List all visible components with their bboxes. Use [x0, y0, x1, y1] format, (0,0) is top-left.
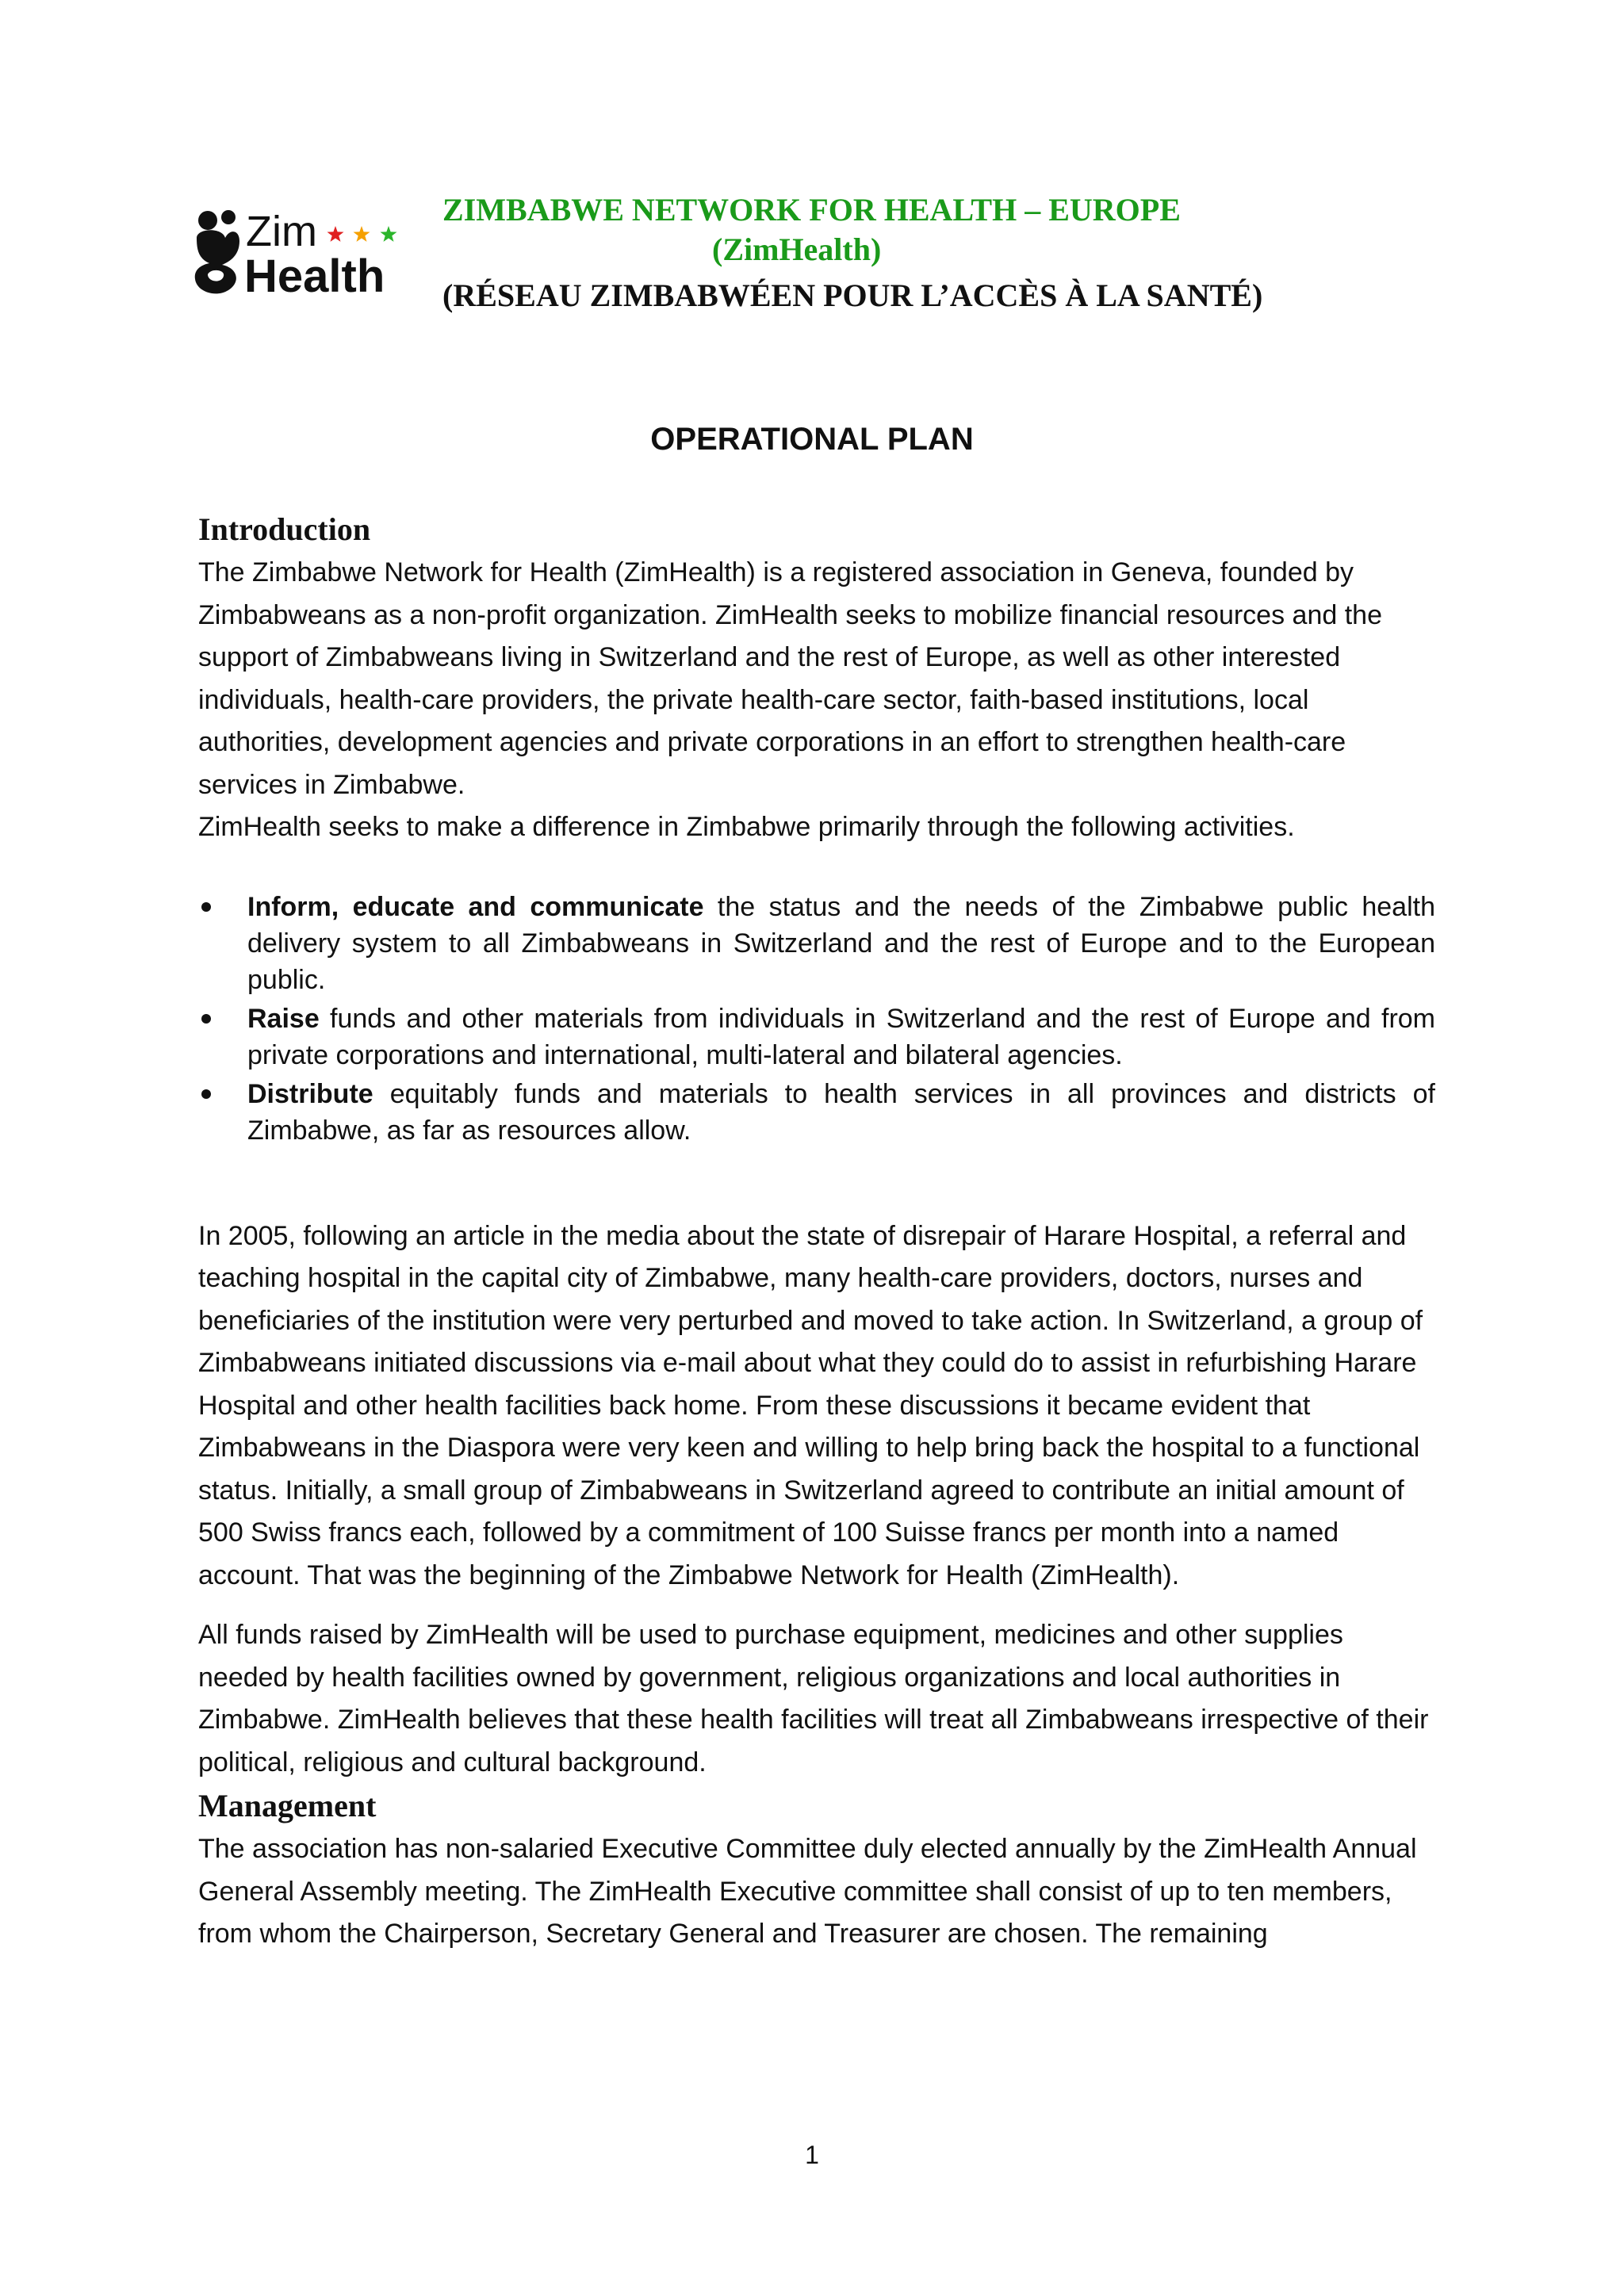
intro-activities-lead: ZimHealth seeks to make a difference in Zimbabwe primarily through the following activities.	[198, 812, 1295, 842]
letterhead	[190, 190, 1380, 341]
list-item-keyword: Inform, educate and communicate	[247, 891, 704, 922]
section-heading-management: Management	[198, 1788, 377, 1823]
bullet-icon	[201, 902, 211, 912]
bullet-icon	[201, 1089, 211, 1099]
intro-paragraph: The Zimbabwe Network for Health (ZimHealth) is a registered association in Geneva, founded by Zimbabweans as a non-profit organization. ZimHealth seeks to mobilize financial resources and the support of Zimbabweans living in Switzerland and the rest of Europe, as well as other interested individuals, health-care providers, the private health-care sector, faith-based institutions, local authorities, development agencies and private corporations in an effort to strengthen health-care services in Zimbabwe.	[198, 557, 1382, 800]
list-item	[198, 1001, 1435, 1073]
logo-zim-text: Zim	[246, 208, 317, 255]
section-heading-introduction: Introduction	[198, 511, 371, 547]
logo-star-icon	[381, 226, 397, 242]
logo-star-icon	[327, 226, 344, 242]
logo-health-text: Health	[244, 251, 385, 301]
list-item	[198, 889, 1435, 998]
list-item	[198, 1076, 1435, 1149]
page-number: 1	[805, 2141, 819, 2169]
list-item-text: equitably funds and materials to health services in all provinces and districts of Zimbabwe, as far as resources allow.	[247, 1078, 1435, 1146]
org-name-line: ZIMBABWE NETWORK FOR HEALTH – EUROPE	[442, 192, 1181, 228]
funds-paragraph: All funds raised by ZimHealth will be used to purchase equipment, medicines and other supplies needed by health facilities owned by government, religious organizations and local authorities in Zimbabwe. ZimHealth believes that these health facilities will treat all Zimbabweans irrespective of their political, religious and cultural background.	[198, 1620, 1429, 1777]
management-paragraph: The association has non-salaried Executive Committee duly elected annually by the ZimHealth Annual General Assembly meeting. The ZimHealth Executive committee shall consist of up to ten members, from whom the Chairperson, Secretary General and Treasurer are chosen. The remaining	[198, 1834, 1417, 1949]
list-item-text: the status and the needs of the Zimbabwe public health delivery system to all Zimbabweans in Switzerland and the rest of Europe and to the European public.	[247, 891, 1435, 995]
history-paragraph: In 2005, following an article in the media about the state of disrepair of Harare Hospital, a referral and teaching hospital in the capital city of Zimbabwe, many health-care providers, doctors, nurses and beneficiaries of the institution were very perturbed and moved to take action. In Switzerland, a group of Zimbabweans initiated discussions via e-mail about what they could do to assist in refurbishing Harare Hospital and other health facilities back home. From these discussions it became evident that Zimbabweans in the Diaspora were very keen and willing to help bring back the hospital to a functional status. Initially, a small group of Zimbabweans in Switzerland agreed to contribute an initial amount of 500 Swiss francs each, followed by a commitment of 100 Suisse francs per month into a named account. That was the beginning of the Zimbabwe Network for Health (ZimHealth).	[198, 1220, 1423, 1590]
letterhead-text	[442, 190, 1394, 322]
logo-star-icon	[354, 226, 370, 242]
list-item-keyword: Raise	[247, 1003, 320, 1034]
zimhealth-logo	[190, 206, 420, 301]
list-item-text: funds and other materials from individuals in Switzerland and the rest of Europe and from private corporations and international, multi-lateral and bilateral agencies.	[247, 1003, 1435, 1070]
bullet-icon	[201, 1014, 211, 1024]
org-french-name-line: (RÉSEAU ZIMBABWÉEN POUR L’ACCÈS À LA SANTÉ)	[442, 277, 1263, 313]
list-item-keyword: Distribute	[247, 1078, 373, 1109]
document-title: OPERATIONAL PLAN	[650, 422, 974, 457]
document-body	[198, 507, 1435, 1956]
org-acronym-line: (ZimHealth)	[712, 232, 882, 267]
activities-list	[198, 889, 1435, 1149]
